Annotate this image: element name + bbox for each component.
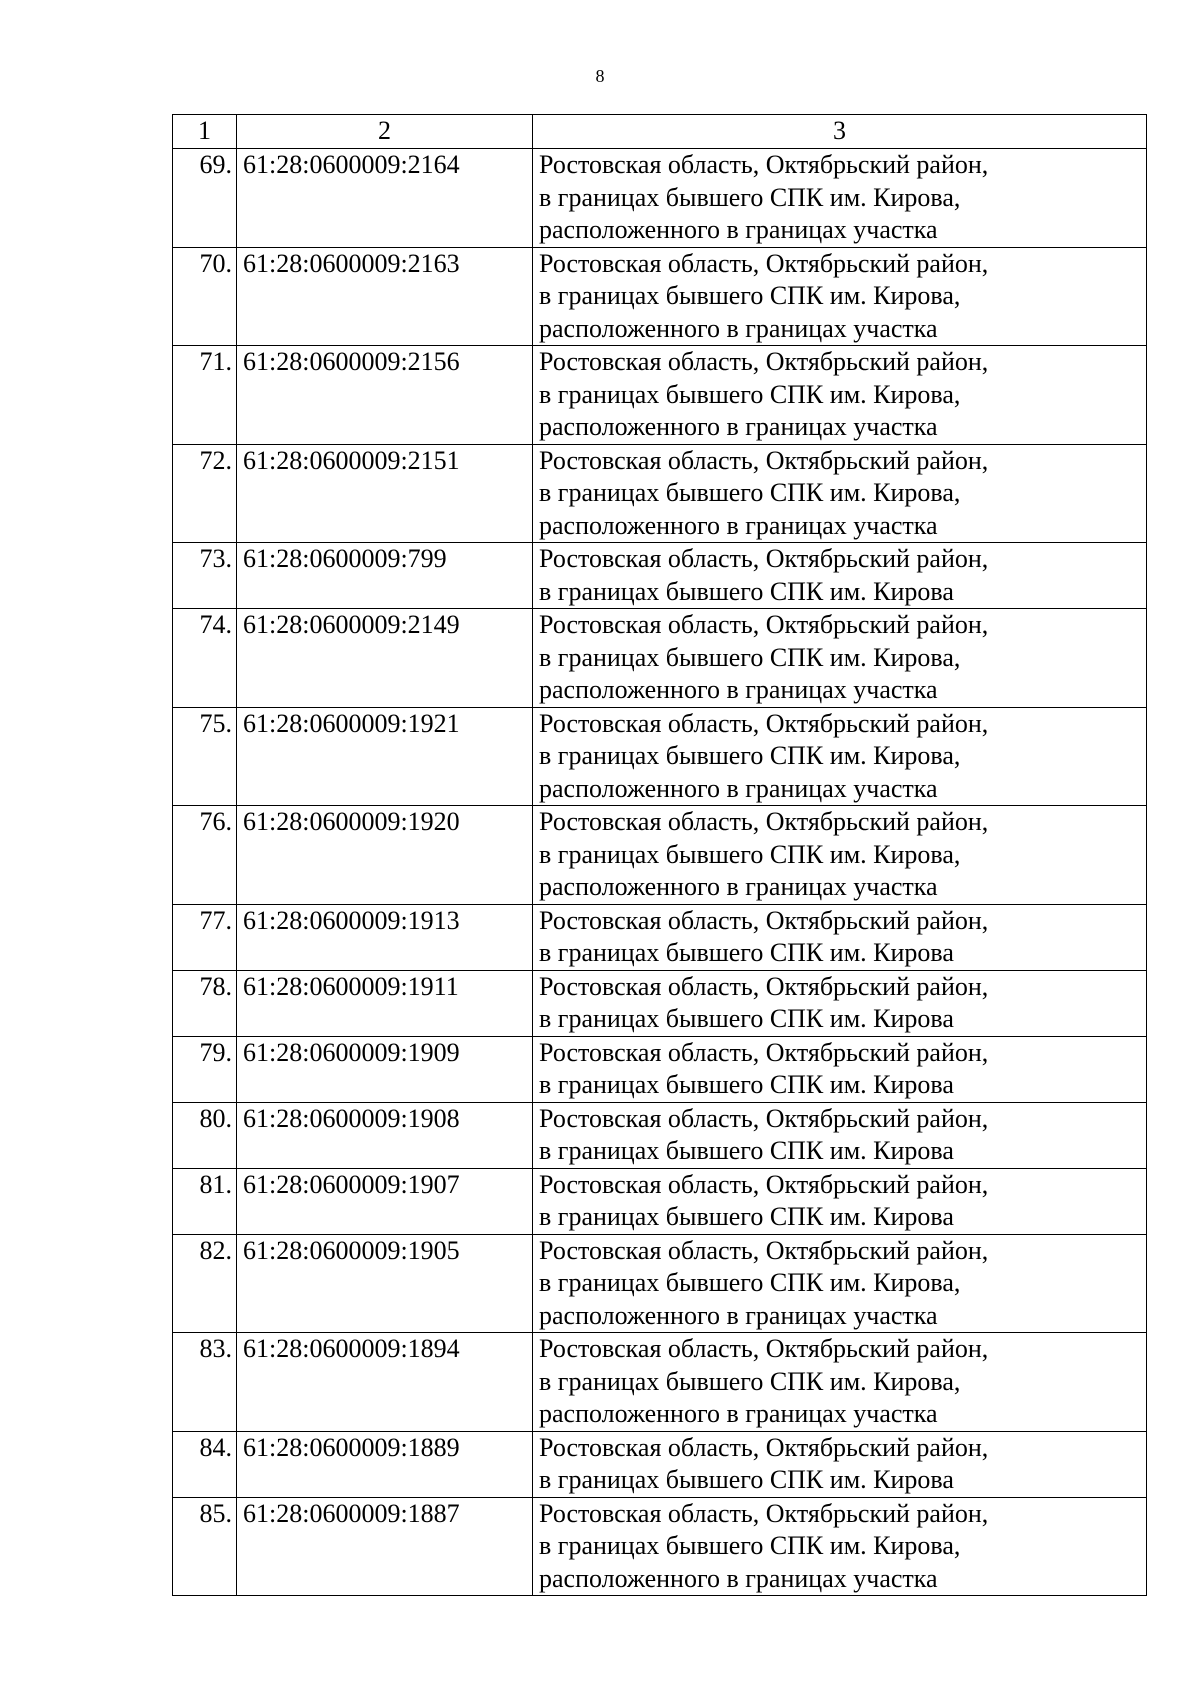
address-line: расположенного в границах участка: [539, 1399, 938, 1428]
header-col-3: 3: [533, 115, 1147, 149]
row-number: 71.: [173, 346, 237, 445]
address-line: в границах бывшего СПК им. Кирова,: [539, 379, 961, 409]
address-line: Ростовская область, Октябрьский район,: [539, 150, 989, 179]
address-line: расположенного в границах участка: [539, 1563, 938, 1593]
address-line: расположенного в границах участка: [539, 412, 938, 441]
row-number: 82.: [173, 1234, 237, 1333]
address-line: в границах бывшего СПК им. Кирова,: [539, 741, 961, 770]
table-row: [173, 1036, 1147, 1102]
address-line: в границах бывшего СПК им. Кирова: [539, 1465, 954, 1494]
address-line: Ростовская область, Октябрьский район,: [539, 1498, 989, 1528]
row-number: 75.: [173, 707, 237, 806]
table-row: [173, 609, 1147, 708]
address-line: в границах бывшего СПК им. Кирова,: [539, 642, 961, 672]
address-cell: [533, 1168, 1147, 1234]
address-line: Ростовская область, Октябрьский район,: [539, 610, 989, 639]
table-row: [173, 970, 1147, 1036]
cadastral-number: 61:28:0600009:2163: [237, 247, 533, 346]
header-col-2: 2: [237, 115, 533, 149]
row-number: 74.: [173, 609, 237, 708]
row-number: 76.: [173, 806, 237, 905]
row-number: 78.: [173, 970, 237, 1036]
address-line: Ростовская область, Октябрьский район,: [539, 971, 989, 1001]
address-line: Ростовская область, Октябрьский район,: [539, 544, 989, 573]
address-line: Ростовская область, Октябрьский район,: [539, 445, 989, 475]
cadastral-number: 61:28:0600009:799: [237, 543, 533, 609]
address-line: в границах бывшего СПК им. Кирова,: [539, 839, 961, 869]
address-line: в границах бывшего СПК им. Кирова,: [539, 478, 961, 507]
address-line: расположенного в границах участка: [539, 313, 938, 343]
cadastral-number: 61:28:0600009:1911: [237, 970, 533, 1036]
address-line: в границах бывшего СПК им. Кирова,: [539, 182, 961, 212]
table-row: [173, 707, 1147, 806]
address-cell: [533, 1431, 1147, 1497]
table-row: [173, 1497, 1147, 1596]
row-number: 72.: [173, 444, 237, 543]
cadastral-number: 61:28:0600009:1909: [237, 1036, 533, 1102]
row-number: 84.: [173, 1431, 237, 1497]
cadastral-number: 61:28:0600009:2149: [237, 609, 533, 708]
table-row: [173, 1102, 1147, 1168]
address-cell: [533, 904, 1147, 970]
table-row: [173, 1333, 1147, 1432]
address-line: в границах бывшего СПК им. Кирова,: [539, 1366, 961, 1396]
address-line: в границах бывшего СПК им. Кирова: [539, 576, 954, 606]
address-line: расположенного в границах участка: [539, 1300, 938, 1330]
address-line: Ростовская область, Октябрьский район,: [539, 1235, 989, 1265]
row-number: 80.: [173, 1102, 237, 1168]
cadastral-number: 61:28:0600009:1894: [237, 1333, 533, 1432]
cadastral-number: 61:28:0600009:1887: [237, 1497, 533, 1596]
row-number: 70.: [173, 247, 237, 346]
row-number: 69.: [173, 149, 237, 248]
address-line: расположенного в границах участка: [539, 872, 938, 901]
address-line: Ростовская область, Октябрьский район,: [539, 248, 989, 278]
address-cell: [533, 970, 1147, 1036]
table-body: [173, 149, 1147, 1596]
cadastral-number: 61:28:0600009:1905: [237, 1234, 533, 1333]
cadastral-number: 61:28:0600009:2156: [237, 346, 533, 445]
cadastral-number: 61:28:0600009:1889: [237, 1431, 533, 1497]
row-number: 83.: [173, 1333, 237, 1432]
cadastral-number: 61:28:0600009:1907: [237, 1168, 533, 1234]
address-line: Ростовская область, Октябрьский район,: [539, 1334, 989, 1363]
address-line: в границах бывшего СПК им. Кирова,: [539, 1531, 961, 1560]
row-number: 79.: [173, 1036, 237, 1102]
address-line: Ростовская область, Октябрьский район,: [539, 1169, 989, 1199]
row-number: 85.: [173, 1497, 237, 1596]
address-line: Ростовская область, Октябрьский район,: [539, 708, 989, 738]
address-line: расположенного в границах участка: [539, 215, 938, 244]
table-row: [173, 543, 1147, 609]
row-number: 81.: [173, 1168, 237, 1234]
cadastral-number: 61:28:0600009:1920: [237, 806, 533, 905]
address-line: Ростовская область, Октябрьский район,: [539, 807, 989, 836]
address-line: Ростовская область, Октябрьский район,: [539, 905, 989, 935]
table-row: [173, 346, 1147, 445]
page-number: 8: [595, 66, 605, 86]
address-line: в границах бывшего СПК им. Кирова: [539, 1202, 954, 1231]
table-row: [173, 444, 1147, 543]
table-header-row: [173, 115, 1147, 149]
row-number: 77.: [173, 904, 237, 970]
address-line: в границах бывшего СПК им. Кирова: [539, 1004, 954, 1033]
address-cell: [533, 247, 1147, 346]
address-line: в границах бывшего СПК им. Кирова: [539, 1070, 954, 1099]
cadastral-number: 61:28:0600009:1921: [237, 707, 533, 806]
row-number: 73.: [173, 543, 237, 609]
address-line: расположенного в границах участка: [539, 675, 938, 704]
land-plot-table: [172, 114, 1147, 1596]
address-line: Ростовская область, Октябрьский район,: [539, 1432, 989, 1462]
address-cell: [533, 1036, 1147, 1102]
table-row: [173, 806, 1147, 905]
address-cell: [533, 609, 1147, 708]
address-line: Ростовская область, Октябрьский район,: [539, 1103, 989, 1133]
table-row: [173, 149, 1147, 248]
header-col-1: 1: [173, 115, 237, 149]
address-line: расположенного в границах участка: [539, 773, 938, 803]
address-line: расположенного в границах участка: [539, 510, 938, 540]
cadastral-number: 61:28:0600009:1908: [237, 1102, 533, 1168]
table-row: [173, 1168, 1147, 1234]
address-cell: [533, 1234, 1147, 1333]
address-cell: [533, 806, 1147, 905]
cadastral-number: 61:28:0600009:1913: [237, 904, 533, 970]
address-line: Ростовская область, Октябрьский район,: [539, 347, 989, 376]
address-line: в границах бывшего СПК им. Кирова,: [539, 281, 961, 310]
cadastral-number: 61:28:0600009:2151: [237, 444, 533, 543]
address-line: в границах бывшего СПК им. Кирова,: [539, 1268, 961, 1297]
table-row: [173, 904, 1147, 970]
address-line: в границах бывшего СПК им. Кирова: [539, 1136, 954, 1165]
table-row: [173, 1234, 1147, 1333]
address-cell: [533, 543, 1147, 609]
address-cell: [533, 707, 1147, 806]
address-line: Ростовская область, Октябрьский район,: [539, 1037, 989, 1067]
address-cell: [533, 149, 1147, 248]
table-row: [173, 1431, 1147, 1497]
address-cell: [533, 1102, 1147, 1168]
address-line: в границах бывшего СПК им. Кирова: [539, 938, 954, 967]
cadastral-number: 61:28:0600009:2164: [237, 149, 533, 248]
table-row: [173, 247, 1147, 346]
address-cell: [533, 1333, 1147, 1432]
address-cell: [533, 1497, 1147, 1596]
address-cell: [533, 346, 1147, 445]
address-cell: [533, 444, 1147, 543]
